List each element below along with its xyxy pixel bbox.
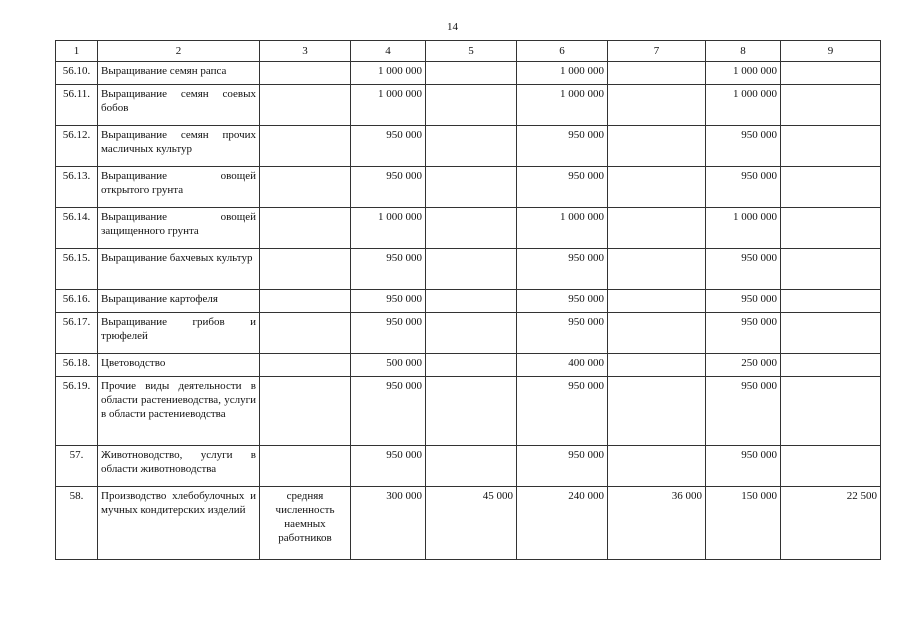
value-cell — [608, 208, 706, 249]
activity-name-cell: Животноводство, услуги в области животноводства — [98, 446, 260, 487]
tax-rates-table — [55, 40, 881, 560]
value-cell — [781, 313, 881, 354]
table-row — [56, 290, 881, 313]
indicator-cell — [260, 85, 351, 126]
indicator-cell — [260, 354, 351, 377]
value-cell: 1 000 000 — [351, 208, 426, 249]
table-row — [56, 249, 881, 290]
value-cell — [608, 85, 706, 126]
table-row — [56, 126, 881, 167]
activity-name-cell: Производство хлебобулочных и мучных кондитерских изделий — [98, 487, 260, 560]
row-number-cell: 56.11. — [56, 85, 98, 126]
value-cell: 950 000 — [517, 167, 608, 208]
value-cell: 400 000 — [517, 354, 608, 377]
value-cell — [781, 62, 881, 85]
value-cell — [426, 126, 517, 167]
table-row — [56, 85, 881, 126]
value-cell: 1 000 000 — [517, 208, 608, 249]
header-row — [56, 41, 881, 62]
activity-name-cell: Выращивание семян прочих масличных культур — [98, 126, 260, 167]
value-cell — [426, 249, 517, 290]
row-number-cell: 56.10. — [56, 62, 98, 85]
header-cell: 8 — [706, 41, 781, 62]
value-cell — [781, 208, 881, 249]
value-cell: 1 000 000 — [517, 85, 608, 126]
table-row — [56, 313, 881, 354]
activity-name-cell: Выращивание семян соевых бобов — [98, 85, 260, 126]
value-cell: 950 000 — [517, 290, 608, 313]
value-cell — [781, 446, 881, 487]
value-cell: 950 000 — [517, 313, 608, 354]
value-cell: 950 000 — [351, 249, 426, 290]
row-number-cell: 56.19. — [56, 377, 98, 446]
value-cell: 950 000 — [706, 446, 781, 487]
activity-name-cell: Выращивание картофеля — [98, 290, 260, 313]
header-cell: 5 — [426, 41, 517, 62]
value-cell: 1 000 000 — [706, 62, 781, 85]
value-cell: 950 000 — [351, 377, 426, 446]
value-cell — [426, 208, 517, 249]
activity-name-cell: Выращивание овощей открытого грунта — [98, 167, 260, 208]
value-cell: 950 000 — [706, 313, 781, 354]
value-cell — [608, 313, 706, 354]
value-cell — [608, 446, 706, 487]
value-cell — [426, 62, 517, 85]
value-cell: 950 000 — [706, 290, 781, 313]
table-row — [56, 167, 881, 208]
value-cell: 1 000 000 — [351, 85, 426, 126]
value-cell: 1 000 000 — [351, 62, 426, 85]
value-cell: 250 000 — [706, 354, 781, 377]
activity-name-cell: Прочие виды деятельности в области растениеводства, услуги в области растениеводства — [98, 377, 260, 446]
table-row — [56, 446, 881, 487]
table-row — [56, 208, 881, 249]
indicator-cell — [260, 377, 351, 446]
indicator-cell — [260, 126, 351, 167]
value-cell — [426, 354, 517, 377]
value-cell: 36 000 — [608, 487, 706, 560]
table-row — [56, 62, 881, 85]
row-number-cell: 56.12. — [56, 126, 98, 167]
indicator-cell — [260, 167, 351, 208]
activity-name-cell: Выращивание грибов и трюфелей — [98, 313, 260, 354]
value-cell — [781, 126, 881, 167]
value-cell — [608, 354, 706, 377]
row-number-cell: 56.16. — [56, 290, 98, 313]
value-cell — [781, 249, 881, 290]
value-cell: 950 000 — [517, 377, 608, 446]
value-cell: 300 000 — [351, 487, 426, 560]
value-cell: 950 000 — [706, 377, 781, 446]
row-number-cell: 56.17. — [56, 313, 98, 354]
value-cell: 950 000 — [351, 167, 426, 208]
indicator-cell — [260, 313, 351, 354]
value-cell: 950 000 — [351, 126, 426, 167]
indicator-cell: средняя численность наемных работников — [260, 487, 351, 560]
value-cell — [608, 126, 706, 167]
value-cell — [426, 377, 517, 446]
value-cell — [781, 290, 881, 313]
indicator-cell — [260, 446, 351, 487]
value-cell — [426, 446, 517, 487]
value-cell — [781, 354, 881, 377]
activity-name-cell: Выращивание бахчевых культур — [98, 249, 260, 290]
header-cell: 3 — [260, 41, 351, 62]
page-number: 14 — [447, 21, 458, 33]
value-cell — [608, 249, 706, 290]
value-cell — [426, 313, 517, 354]
value-cell: 45 000 — [426, 487, 517, 560]
value-cell — [608, 290, 706, 313]
value-cell — [426, 290, 517, 313]
value-cell: 950 000 — [351, 290, 426, 313]
indicator-cell — [260, 62, 351, 85]
value-cell: 1 000 000 — [706, 208, 781, 249]
value-cell: 950 000 — [517, 249, 608, 290]
indicator-cell — [260, 249, 351, 290]
header-cell: 7 — [608, 41, 706, 62]
row-number-cell: 56.15. — [56, 249, 98, 290]
value-cell: 950 000 — [517, 446, 608, 487]
table-row — [56, 487, 881, 560]
value-cell: 950 000 — [706, 249, 781, 290]
value-cell: 500 000 — [351, 354, 426, 377]
value-cell — [426, 167, 517, 208]
row-number-cell: 56.14. — [56, 208, 98, 249]
header-cell: 9 — [781, 41, 881, 62]
value-cell: 240 000 — [517, 487, 608, 560]
value-cell — [608, 62, 706, 85]
value-cell: 950 000 — [706, 126, 781, 167]
value-cell — [781, 167, 881, 208]
row-number-cell: 58. — [56, 487, 98, 560]
value-cell: 950 000 — [351, 313, 426, 354]
row-number-cell: 57. — [56, 446, 98, 487]
indicator-cell — [260, 208, 351, 249]
table-row — [56, 377, 881, 446]
table-row — [56, 354, 881, 377]
value-cell: 950 000 — [706, 167, 781, 208]
value-cell: 950 000 — [517, 126, 608, 167]
value-cell: 1 000 000 — [706, 85, 781, 126]
header-cell: 6 — [517, 41, 608, 62]
row-number-cell: 56.13. — [56, 167, 98, 208]
row-number-cell: 56.18. — [56, 354, 98, 377]
value-cell: 150 000 — [706, 487, 781, 560]
activity-name-cell: Выращивание семян рапса — [98, 62, 260, 85]
activity-name-cell: Цветоводство — [98, 354, 260, 377]
value-cell — [608, 377, 706, 446]
activity-name-cell: Выращивание овощей защищенного грунта — [98, 208, 260, 249]
value-cell: 22 500 — [781, 487, 881, 560]
value-cell — [781, 377, 881, 446]
value-cell: 1 000 000 — [517, 62, 608, 85]
value-cell — [781, 85, 881, 126]
header-cell: 4 — [351, 41, 426, 62]
header-cell: 2 — [98, 41, 260, 62]
value-cell: 950 000 — [351, 446, 426, 487]
header-cell: 1 — [56, 41, 98, 62]
value-cell — [426, 85, 517, 126]
indicator-cell — [260, 290, 351, 313]
value-cell — [608, 167, 706, 208]
